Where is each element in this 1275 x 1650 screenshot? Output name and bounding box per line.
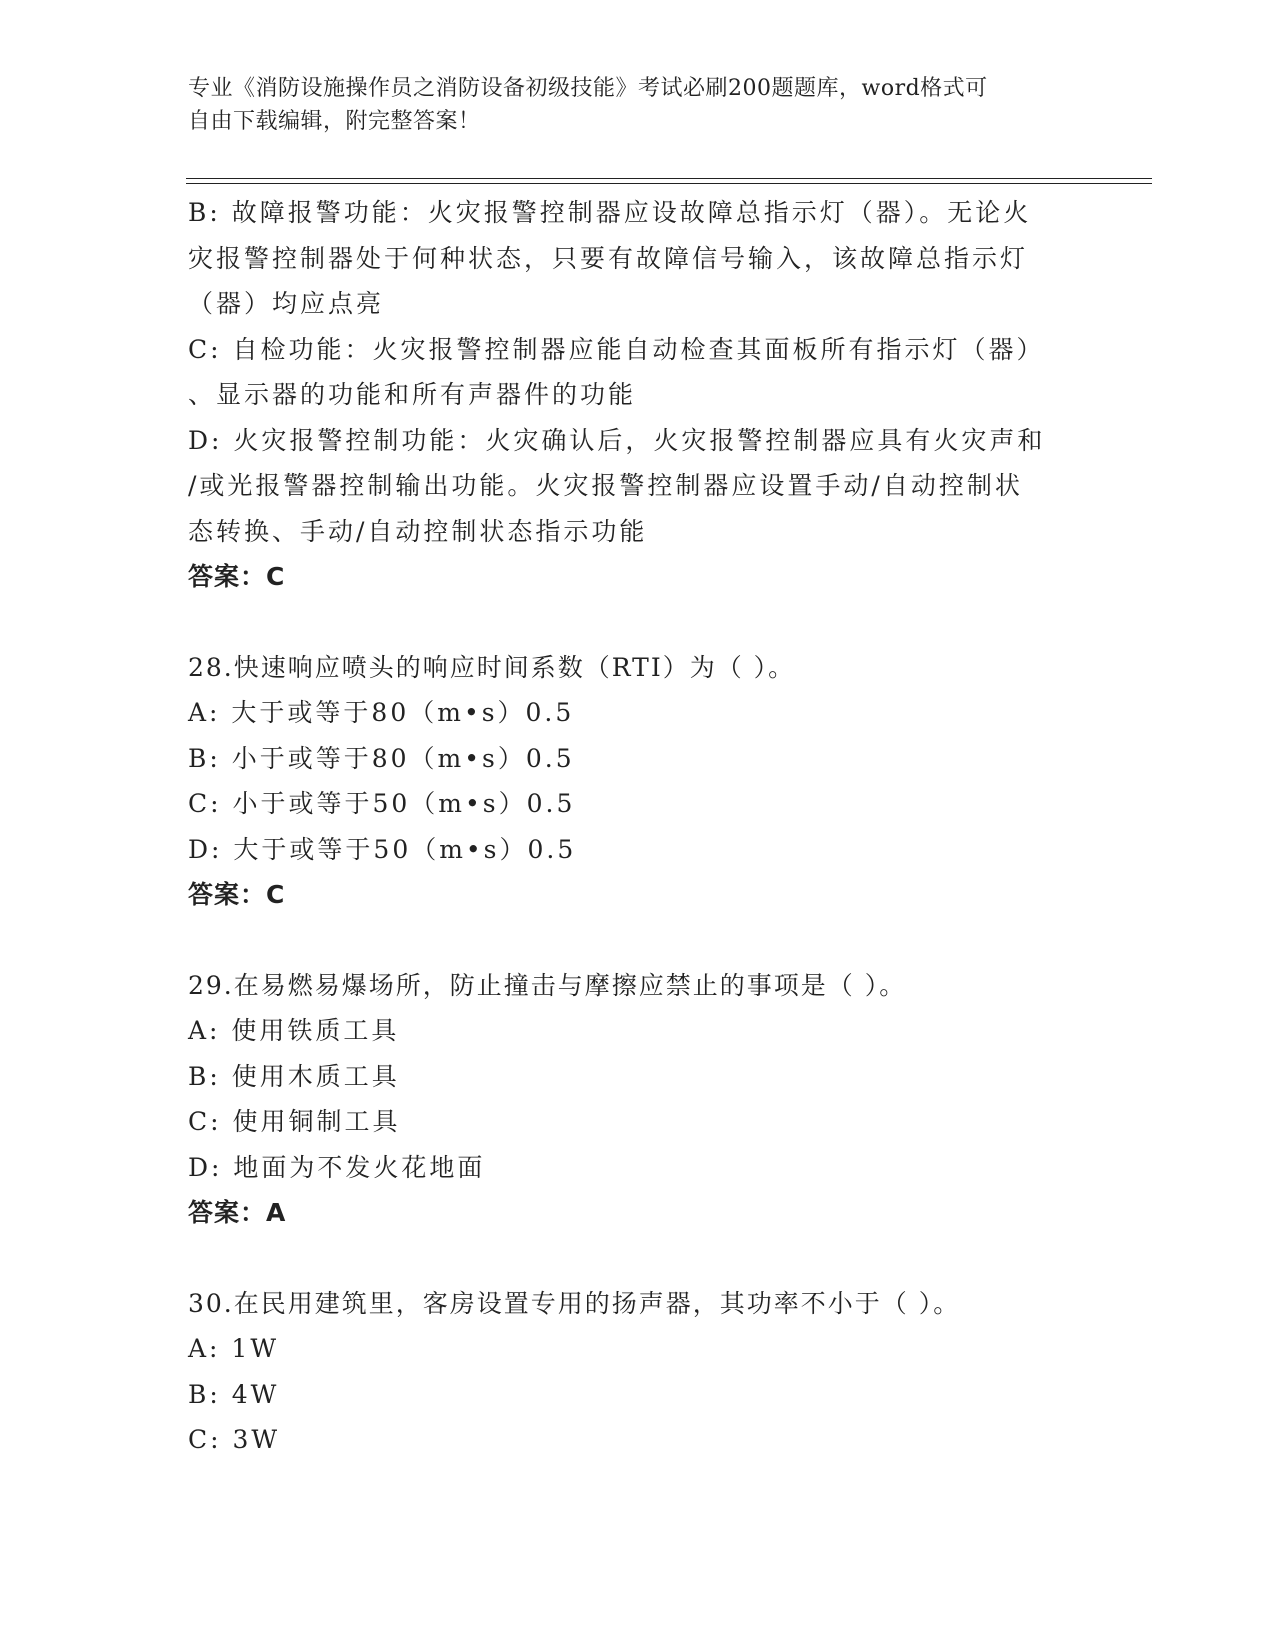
option-b: B: 使用木质工具 [188,1061,400,1091]
option-a: A: 大于或等于80（m•s）0.5 [188,698,575,727]
option-text-line: 、显示器的功能和所有声器件的功能 [188,380,637,409]
option-d: D: 大于或等于50（m•s）0.5 [188,834,577,864]
answer-line: 答案：C [188,562,286,591]
spacer [188,918,1088,963]
option-a: A: 使用铁质工具 [188,1016,400,1045]
option-b: B: 小于或等于80（m•s）0.5 [188,743,575,773]
question-28 [188,645,1088,918]
option-text-line: B: 故障报警功能：火灾报警控制器应设故障总指示灯（器）。无论火 [188,198,1032,227]
option-b: B: 4W [188,1379,280,1409]
option-text-line: （器）均应点亮 [188,289,385,318]
option-d [188,418,1088,555]
option-c [188,327,1088,418]
question-content [188,190,1088,1463]
header-divider-top [186,178,1152,179]
question-29 [188,963,1088,1236]
option-a: A: 1W [188,1334,280,1363]
header-divider-bottom [186,183,1152,184]
header-line-1: 专业《消防设施操作员之消防设备初级技能》考试必刷200题题库，word格式可 [188,76,988,101]
option-d: D: 地面为不发火花地面 [188,1152,486,1182]
question-30 [188,1281,1088,1463]
answer-line: 答案：A [188,1198,287,1227]
option-text-line: 灾报警控制器处于何种状态，只要有故障信号输入，该故障总指示灯 [188,243,1029,273]
question-text: 30.在民用建筑里，客房设置专用的扬声器，其功率不小于（ ）。 [188,1288,961,1318]
option-c: C: 3W [188,1425,281,1454]
question-text: 29.在易燃易爆场所，防止撞击与摩擦应禁止的事项是（ ）。 [188,970,907,1000]
question-text: 28.快速响应喷头的响应时间系数（RTI）为（ ）。 [188,652,796,682]
option-b [188,190,1088,327]
option-c: C: 使用铜制工具 [188,1107,401,1136]
question-27 [188,190,1088,600]
spacer [188,600,1088,645]
document-header [188,72,1088,138]
option-text-line: 态转换、手动/自动控制状态指示功能 [188,516,648,546]
option-text-line: /或光报警器控制输出功能。火灾报警控制器应设置手动/自动控制状 [188,471,1023,500]
answer-line: 答案：C [188,880,286,909]
option-text-line: D: 火灾报警控制功能：火灾确认后，火灾报警控制器应具有火灾声和 [188,425,1046,455]
option-c: C: 小于或等于50（m•s）0.5 [188,789,576,818]
option-text-line: C: 自检功能：火灾报警控制器应能自动检查其面板所有指示灯（器） [188,334,1045,364]
spacer [188,1236,1088,1281]
header-line-2: 自由下载编辑，附完整答案！ [188,109,481,134]
